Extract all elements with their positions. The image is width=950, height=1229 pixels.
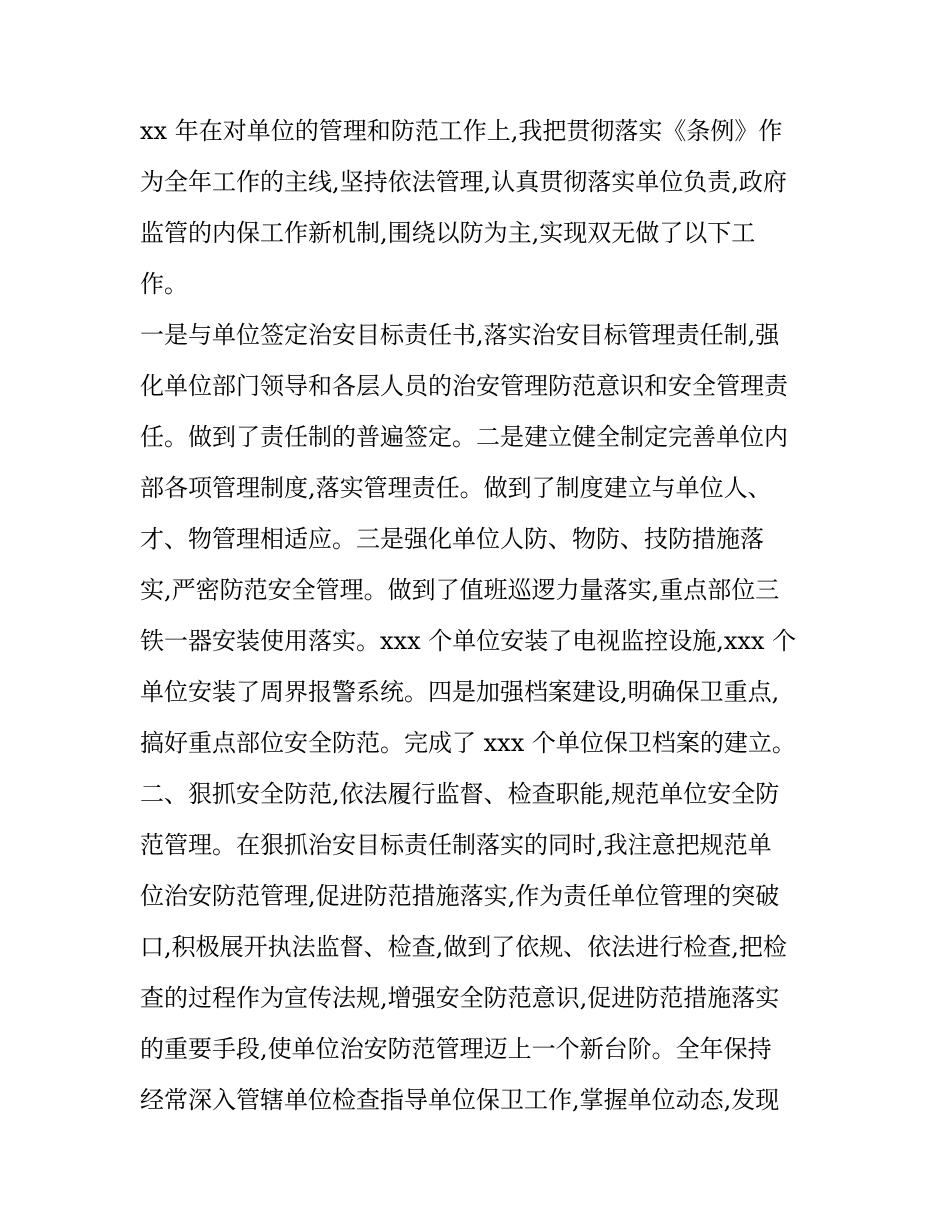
text-line: 二、狠抓安全防范,依法履行监督、检查职能,规范单位安全防 <box>140 780 780 808</box>
text-line: 才、物管理相适应。三是强化单位人防、物防、技防措施落 <box>140 525 764 553</box>
text-line: 经常深入管辖单位检查指导单位保卫工作,掌握单位动态,发现 <box>140 1086 780 1114</box>
text-line: 作。 <box>140 270 188 298</box>
text-line: 实,严密防范安全管理。做到了值班巡逻力量落实,重点部位三 <box>140 576 780 604</box>
text-line: xx 年在对单位的管理和防范工作上,我把贯彻落实《条例》作 <box>140 117 783 145</box>
text-line: 范管理。在狠抓治安目标责任制落实的同时,我注意把规范单 <box>140 831 772 859</box>
text-line: 为全年工作的主线,坚持依法管理,认真贯彻落实单位负责,政府 <box>140 168 787 196</box>
text-line: 铁一器安装使用落实。xxx 个单位安装了电视监控设施,xxx 个 <box>140 627 797 655</box>
text-line: 任。做到了责任制的普遍签定。二是建立健全制定完善单位内 <box>140 423 788 451</box>
body-text <box>140 106 820 1126</box>
text-line: 监管的内保工作新机制,围绕以防为主,实现双无做了以下工 <box>140 219 756 247</box>
text-line: 查的过程作为宣传法规,增强安全防范意识,促进防范措施落实 <box>140 984 780 1012</box>
text-line: 一是与单位签定治安目标责任书,落实治安目标管理责任制,强 <box>140 321 780 349</box>
text-line: 口,积极展开执法监督、检查,做到了依规、依法进行检查,把检 <box>140 933 787 961</box>
text-line: 化单位部门领导和各层人员的治安管理防范意识和安全管理责 <box>140 372 788 400</box>
text-line: 的重要手段,使单位治安防范管理迈上一个新台阶。全年保持 <box>140 1035 772 1063</box>
text-line: 部各项管理制度,落实管理责任。做到了制度建立与单位人、 <box>140 474 772 502</box>
text-line: 搞好重点部位安全防范。完成了 xxx 个单位保卫档案的建立。 <box>140 729 796 757</box>
text-line: 单位安装了周界报警系统。四是加强档案建设,明确保卫重点, <box>140 678 780 706</box>
text-line: 位治安防范管理,促进防范措施落实,作为责任单位管理的突破 <box>140 882 780 910</box>
